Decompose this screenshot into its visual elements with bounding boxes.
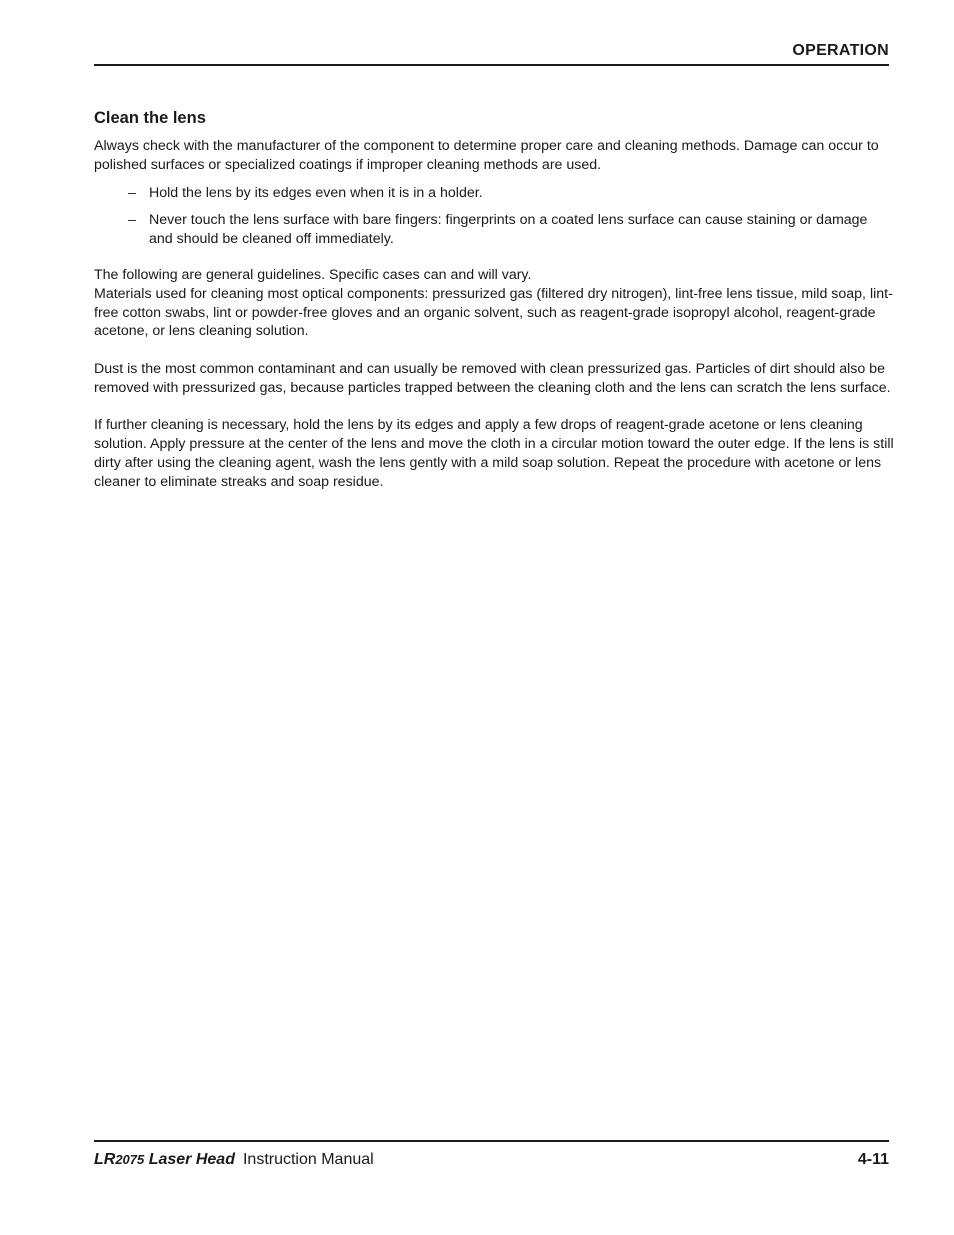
product-name	[94, 1151, 235, 1168]
list-item-text: Never touch the lens surface with bare fingers: fingerprints on a coated lens surface can cause staining or damage and should be cleaned off immediately.	[149, 212, 868, 248]
intro-paragraph: Always check with the manufacturer of the component to determine proper care and cleaning methods. Damage can occur to polished surfaces or specialized coatings if improper cleaning methods are used.	[94, 138, 879, 173]
dash-icon: –	[128, 212, 136, 229]
guidelines-paragraph: The following are general guidelines. Specific cases can and will vary.	[94, 266, 532, 283]
product-prefix: LR	[94, 1151, 116, 1168]
dust-paragraph: Dust is the most common contaminant and can usually be removed with clean pressurized gas. Particles of dirt should also be removed with pressurized gas, because particles trapped between the cleaning cloth and the lens can scratch the lens surface.	[94, 360, 891, 396]
caution-list	[94, 184, 894, 249]
page-header	[94, 42, 889, 66]
dash-icon: –	[128, 184, 136, 201]
section-title: Clean the lens	[94, 109, 206, 127]
product-model: 2075	[115, 1152, 145, 1167]
list-item	[128, 211, 894, 249]
footer-title	[94, 1151, 374, 1169]
page-footer	[94, 1140, 889, 1172]
list-item-text: Hold the lens by its edges even when it is in a holder.	[149, 184, 483, 201]
further-cleaning-paragraph: If further cleaning is necessary, hold the lens by its edges and apply a few drops of reagent-grade acetone or lens cleaning solution. Apply pressure at the center of the lens and move the cloth in a circular motion toward the outer edge. If the lens is still dirty after using the cleaning agent, wash the lens gently with a mild soap solution. Repeat the procedure with acetone or lens cleaner to eliminate streaks and soap residue.	[94, 417, 894, 490]
list-item	[128, 184, 894, 203]
page-content	[94, 108, 894, 492]
section-label: OPERATION	[792, 42, 889, 59]
page-number: 4-11	[857, 1151, 889, 1168]
manual-label: Instruction Manual	[242, 1151, 374, 1168]
materials-paragraph: Materials used for cleaning most optical components: pressurized gas (filtered dry nitrogen), lint-free lens tissue, mild soap, lint-free cotton swabs, lint or powder-free gloves and an organic solvent, such as reagent-grade isopropyl alcohol, reagent-grade acetone, or lens cleaning solution.	[94, 285, 893, 340]
product-suffix: Laser Head	[144, 1151, 235, 1168]
